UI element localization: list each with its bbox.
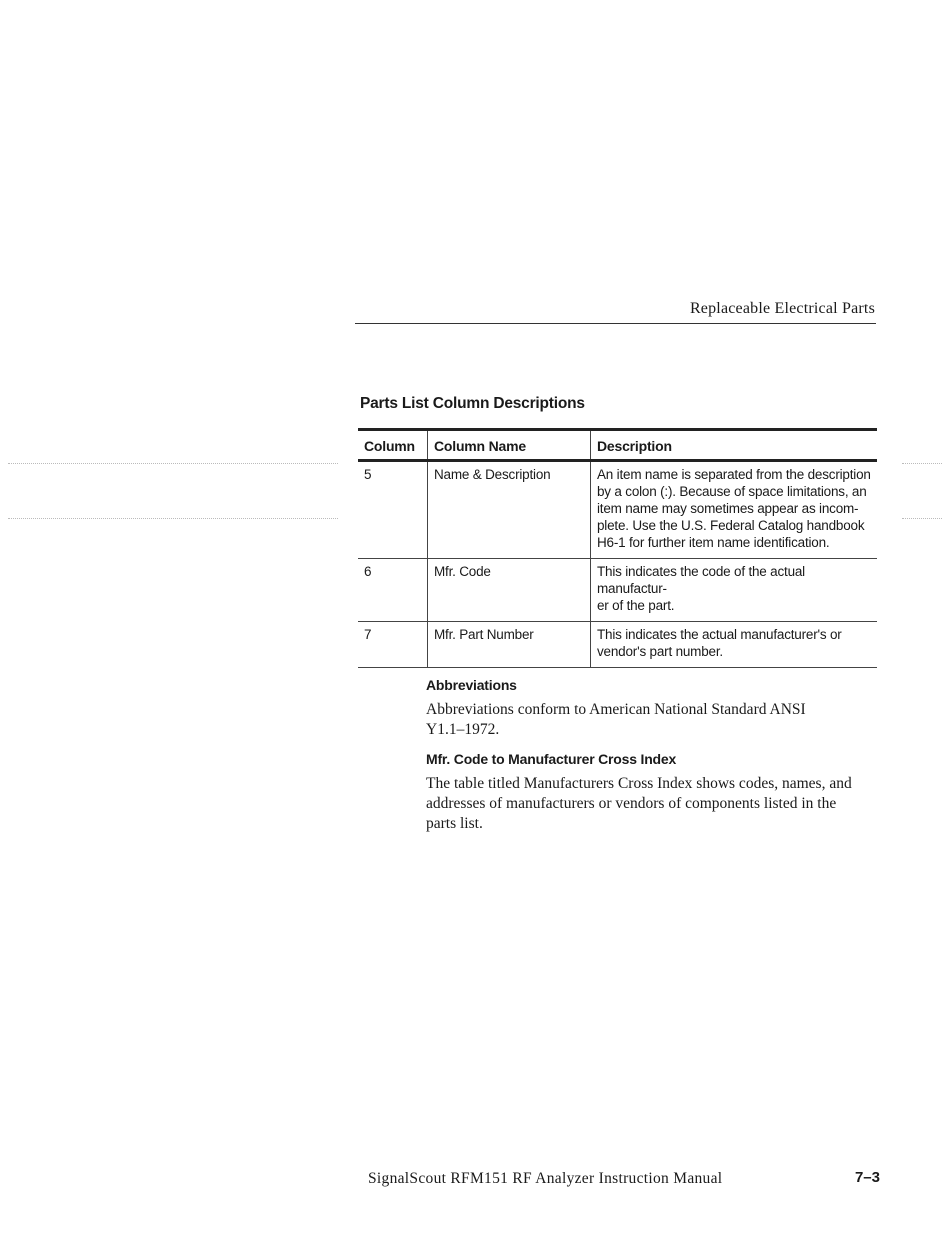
parts-column-table xyxy=(358,428,877,668)
footer-manual-title: SignalScout RFM151 RF Analyzer Instruction Manual xyxy=(368,1170,723,1187)
cell-description xyxy=(591,461,878,559)
scan-artifact-line xyxy=(902,463,942,464)
table-header-row xyxy=(358,430,877,461)
cell-description xyxy=(591,622,878,668)
cell-column: 5 xyxy=(358,461,428,559)
header-rule xyxy=(355,323,876,324)
description-line: An item name is separated from the description xyxy=(597,467,871,482)
table-row xyxy=(358,461,877,559)
description-line: vendor's part number. xyxy=(597,644,723,659)
cross-index-paragraph xyxy=(426,774,866,834)
footer-page-number: 7–3 xyxy=(854,1169,880,1186)
description-line: H6-1 for further item name identification. xyxy=(597,535,830,550)
scan-artifact-line xyxy=(8,463,338,464)
scan-artifact-line xyxy=(8,518,338,519)
abbreviations-heading: Abbreviations xyxy=(426,677,517,693)
cross-index-heading: Mfr. Code to Manufacturer Cross Index xyxy=(426,751,677,767)
description-line: This indicates the code of the actual manufactur- xyxy=(597,564,805,596)
table-row xyxy=(358,622,877,668)
cell-name: Mfr. Part Number xyxy=(428,622,591,668)
scan-artifact-line xyxy=(902,518,942,519)
description-line: item name may sometimes appear as incom- xyxy=(597,501,859,516)
cell-description xyxy=(591,559,878,622)
header-description: Description xyxy=(591,430,878,461)
description-line: by a colon (:). Because of space limitations, an xyxy=(597,484,867,499)
header-column-name: Column Name xyxy=(428,430,591,461)
paragraph-line: addresses of manufacturers or vendors of components listed in the xyxy=(426,795,837,812)
cell-name: Name & Description xyxy=(428,461,591,559)
description-line: This indicates the actual manufacturer's or xyxy=(597,627,842,642)
paragraph-line: Y1.1–1972. xyxy=(426,721,500,738)
description-line: plete. Use the U.S. Federal Catalog handbook xyxy=(597,518,865,533)
table-row xyxy=(358,559,877,622)
description-line: er of the part. xyxy=(597,598,675,613)
paragraph-line: The table titled Manufacturers Cross Index shows codes, names, and xyxy=(426,775,852,792)
abbreviations-paragraph xyxy=(426,700,866,740)
page-header-title: Replaceable Electrical Parts xyxy=(689,300,875,317)
header-column: Column xyxy=(358,430,428,461)
paragraph-line: Abbreviations conform to American National Standard ANSI xyxy=(426,701,806,718)
paragraph-line: parts list. xyxy=(426,815,483,832)
section-title: Parts List Column Descriptions xyxy=(360,395,585,412)
cell-column: 6 xyxy=(358,559,428,622)
cell-column: 7 xyxy=(358,622,428,668)
cell-name: Mfr. Code xyxy=(428,559,591,622)
